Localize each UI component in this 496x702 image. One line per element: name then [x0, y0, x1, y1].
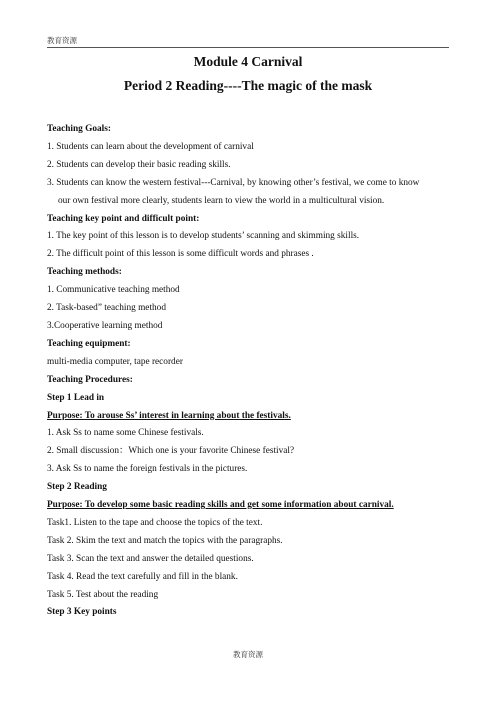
step1-item: 3. Ask Ss to name the foreign festivals in the pictures. [47, 464, 248, 475]
page-footer-label: 教育资源 [233, 650, 263, 659]
goal-item: 1. Students can learn about the development of carnival [47, 141, 254, 152]
key-point-item: 2. The difficult point of this lesson is some difficult words and phrases . [47, 249, 314, 260]
step2-purpose: Purpose: To develop some basic reading skills and get some information about carnival. [47, 500, 394, 511]
goal-item: 3. Students can know the western festival---Carnival, by knowing other’s festival, we come to know [47, 177, 420, 188]
header-divider [47, 47, 449, 48]
module-title: Module 4 Carnival [193, 54, 303, 69]
page-header-label: 教育资源 [47, 36, 77, 45]
step2-item: Task 3. Scan the text and answer the detailed questions. [47, 553, 254, 564]
methods-heading: Teaching methods: [47, 267, 122, 278]
step2-heading: Step 2 Reading [47, 482, 107, 493]
period-title: Period 2 Reading----The magic of the mask [123, 78, 373, 93]
goal-item-continuation: our own festival more clearly, students learn to view the world in a multicultural vision. [58, 195, 385, 206]
step1-heading: Step 1 Lead in [47, 392, 105, 403]
step1-item: 1. Ask Ss to name some Chinese festivals. [47, 428, 204, 439]
step3-heading: Step 3 Key points [47, 607, 117, 618]
equipment-text: multi-media computer, tape recorder [47, 356, 183, 367]
step2-item: Task 2. Skim the text and match the topics with the paragraphs. [47, 535, 283, 546]
step2-item: Task 4. Read the text carefully and fill in the blank. [47, 571, 238, 582]
goals-heading: Teaching Goals: [47, 124, 111, 134]
step2-item: Task 5. Test about the reading [47, 589, 159, 600]
key-points-heading: Teaching key point and difficult point: [47, 213, 200, 224]
document-body [47, 121, 449, 622]
method-item: 1. Communicative teaching method [47, 285, 180, 296]
equipment-heading: Teaching equipment: [47, 338, 131, 349]
method-item: 3.Cooperative learning method [47, 320, 163, 331]
step1-purpose: Purpose: To arouse Ss’ interest in learning about the festivals. [47, 410, 291, 421]
procedures-heading: Teaching Procedures: [47, 374, 133, 385]
goal-item: 2. Students can develop their basic reading skills. [47, 159, 231, 170]
step1-item: 2. Small discussion：Which one is your favorite Chinese festival? [47, 446, 295, 457]
step2-item: Task1. Listen to the tape and choose the topics of the text. [47, 517, 263, 528]
key-point-item: 1. The key point of this lesson is to develop students’ scanning and skimming skills. [47, 231, 360, 242]
method-item: 2. Task-based” teaching method [47, 303, 166, 314]
